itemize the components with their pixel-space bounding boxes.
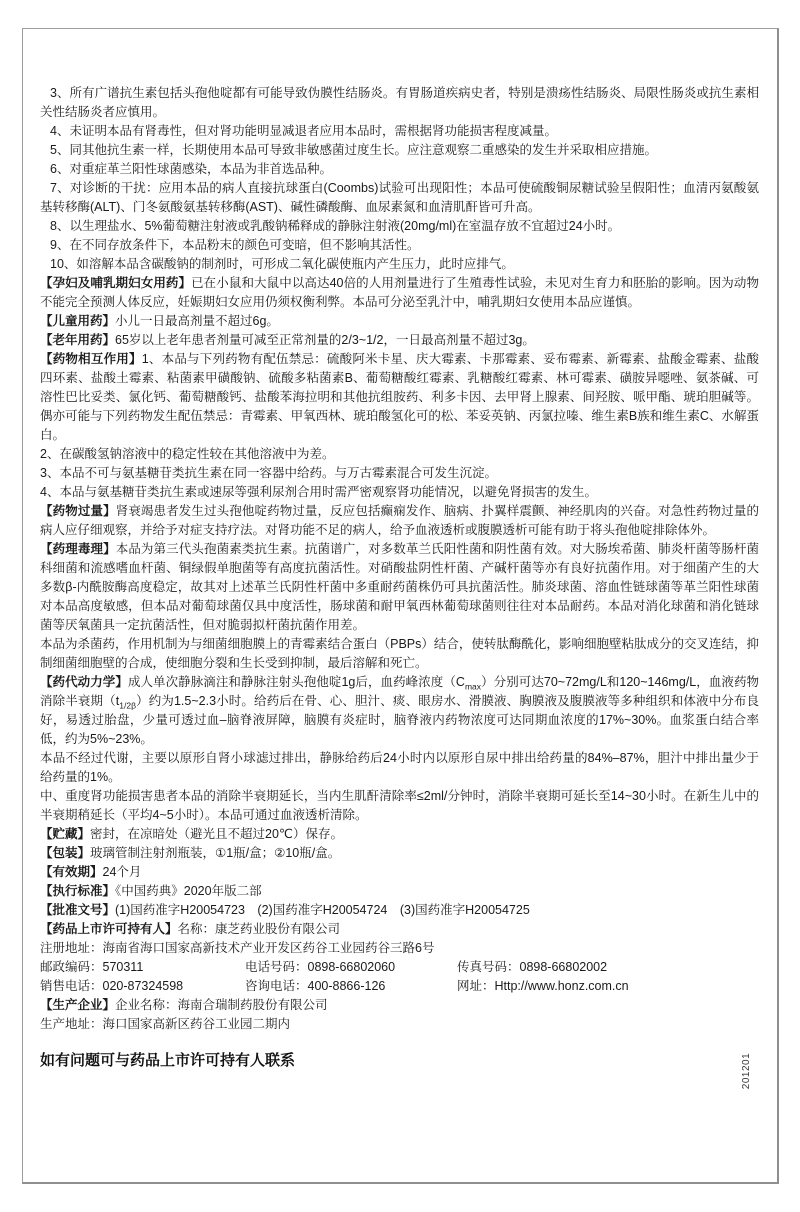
section-paragraph: 【包装】玻璃管制注射剂瓶装，①1瓶/盒；②10瓶/盒。 bbox=[40, 846, 341, 860]
section-header: 【执行标准】 bbox=[40, 884, 116, 898]
section-header: 【药理毒理】 bbox=[40, 542, 116, 556]
section-paragraph: 【儿童用药】小儿一日最高剂量不超过6g。 bbox=[40, 314, 279, 328]
section-paragraph: 【药物相互作用】1、本品与下列药物有配伍禁忌：硫酸阿米卡星、庆大霉素、卡那霉素、妥布霉素、新霉素、盐酸金霉素、盐酸四环素、盐酸土霉素、粘菌素甲磺酸钠、硫酸多粘菌素B、葡萄糖酸红霉素、乳糖酸红霉素、林可霉素、磺胺异噁唑、氨茶碱、可溶性巴比妥类、氯化钙、葡萄糖酸钙、盐酸苯海拉明和其他抗组胺药、利多卡因、去甲肾上腺素、间羟胺、哌甲酯、琥珀胆碱等。偶亦可能与下列药物发生配伍禁忌：青霉素、甲氧西林、琥珀酸氢化可的松、苯妥英钠、丙氯拉嗪、维生素B族和维生素C、水解蛋白。 bbox=[40, 352, 759, 442]
section-paragraph: 【孕妇及哺乳期妇女用药】已在小鼠和大鼠中以高达40倍的人用剂量进行了生殖毒性试验，未见对生育力和胚胎的影响。因为动物不能完全预测人体反应，妊娠期妇女应用仍须权衡利弊。本品可分泌至乳汁中，哺乳期妇女使用本品应谨慎。 bbox=[40, 276, 759, 309]
section-header: 【药品上市许可持有人】 bbox=[40, 922, 178, 936]
contact-item: 销售电话：020-87324598 bbox=[40, 979, 184, 993]
footer-note: 如有问题可与药品上市许可持有人联系 bbox=[40, 1052, 296, 1069]
contact-item: 传真号码：0898-66802002 bbox=[457, 960, 608, 974]
body-paragraph: 2、在碳酸氢钠溶液中的稳定性较在其他溶液中为差。 bbox=[40, 447, 335, 461]
body-paragraph: 5、同其他抗生素一样，长期使用本品可导致非敏感菌过度生长。应注意观察二重感染的发生并采取相应措施。 bbox=[50, 143, 657, 157]
section-header: 【贮藏】 bbox=[40, 827, 91, 841]
body-paragraph: 生产地址：海口国家高新区药谷工业园二期内 bbox=[40, 1017, 291, 1031]
section-paragraph: 【药理毒理】本品为第三代头孢菌素类抗生素。抗菌谱广，对多数革兰氏阳性菌和阴性菌有效。对大肠埃希菌、肺炎杆菌等肠杆菌科细菌和流感嗜血杆菌、铜绿假单胞菌等有高度抗菌活性。对硝酸盐阴性杆菌、产碱杆菌等亦有良好抗菌作用。对于细菌产生的大多数β-内酰胺酶高度稳定，故其对上述革兰氏阴性杆菌中多重耐药菌株仍可具抗菌活性。肺炎球菌、溶血性链球菌等革兰阳性球菌对本品高度敏感，但本品对葡萄球菌仅具中度活性，肠球菌和耐甲氧西林葡萄球菌则往往对本品耐药。本品对消化球菌和消化链球菌等厌氧菌具一定抗菌活性，但对脆弱拟杆菌抗菌作用差。 bbox=[40, 542, 759, 632]
body-paragraph: 中、重度肾功能损害患者本品的消除半衰期延长，当内生肌酐清除率≤2ml/分钟时，消除半衰期可延长至14~30小时。在新生儿中的半衰期稍延长（平均4~5小时）。本品可通过血液透析清除。 bbox=[40, 789, 759, 822]
contact-item: 电话号码：0898-66802060 bbox=[245, 960, 396, 974]
section-header: 【儿童用药】 bbox=[40, 314, 116, 328]
contact-item: 网址：Http://www.honz.com.cn bbox=[457, 979, 629, 993]
contact-item: 咨询电话：400-8866-126 bbox=[245, 979, 386, 993]
section-header: 【老年用药】 bbox=[40, 333, 116, 347]
contact-row bbox=[40, 958, 759, 977]
section-paragraph: 【批准文号】(1)国药准字H20054723 (2)国药准字H20054724 (3)国药准字H20054725 bbox=[40, 903, 530, 917]
body-paragraph: 10、如溶解本品含碳酸钠的制剂时，可形成二氧化碳使瓶内产生压力，此时应排气。 bbox=[50, 257, 514, 271]
section-header: 【包装】 bbox=[40, 846, 91, 860]
section-header: 【孕妇及哺乳期妇女用药】 bbox=[40, 276, 192, 290]
section-paragraph: 【贮藏】密封，在凉暗处（避光且不超过20℃）保存。 bbox=[40, 827, 343, 841]
body-paragraph: 4、未证明本品有肾毒性，但对肾功能明显减退者应用本品时，需根据肾功能损害程度减量。 bbox=[50, 124, 557, 138]
section-paragraph: 【执行标准】《中国药典》2020年版二部 bbox=[40, 884, 262, 898]
package-insert-page bbox=[22, 28, 779, 1184]
contact-row bbox=[40, 977, 759, 996]
body-paragraph: 注册地址：海南省海口国家高新技术产业开发区药谷工业园药谷三路6号 bbox=[40, 941, 435, 955]
body-paragraph: 4、本品与氨基糖苷类抗生素或速尿等强利尿剂合用时需严密观察肾功能情况，以避免肾损害的发生。 bbox=[40, 485, 597, 499]
body-paragraph: 7、对诊断的干扰：应用本品的病人直接抗球蛋白(Coombs)试验可出现阳性；本品可使硫酸铜尿糖试验呈假阳性；血清丙氨酸氨基转移酶(ALT)、门冬氨酸氨基转移酶(AST)、碱性磷酸酶、血尿素氮和血清肌酐皆可升高。 bbox=[40, 181, 759, 214]
section-header: 【批准文号】 bbox=[40, 903, 116, 917]
section-header: 【药代动力学】 bbox=[40, 675, 128, 689]
body-paragraph: 3、本品不可与氨基糖苷类抗生素在同一容器中给药。与万古霉素混合可发生沉淀。 bbox=[40, 466, 497, 480]
section-paragraph: 【药物过量】肾衰竭患者发生过头孢他啶药物过量，反应包括癫痫发作、脑病、扑翼样震颤、神经肌肉的兴奋。对急性药物过量的病人应仔细观察，并给予对症支持疗法。对肾功能不足的病人，给予血液透析或腹膜透析可能有助于将头孢他啶排除体外。 bbox=[40, 504, 759, 537]
section-header: 【药物过量】 bbox=[40, 504, 116, 518]
section-header: 【有效期】 bbox=[40, 865, 103, 879]
section-paragraph: 【药代动力学】成人单次静脉滴注和静脉注射头孢他啶1g后，血药峰浓度$(C_{max})$分别可达70~72mg/L和120~146mg/L，血液药物消除半衰期$(t_{1/2\beta})$约为1.5~2.3小时。给药后在骨、心、胆汁、痰、眼房水、滑膜液、胸膜液及腹膜液等多种组织和体液中分布良好，易透过胎盘，少量可透过血–脑脊液屏障，脑膜有炎症时，脑脊液内药物浓度可达同期血浓度的17%~30%。血浆蛋白结合率低，约为5%~23%。 bbox=[40, 675, 759, 746]
body-paragraph: 9、在不同存放条件下，本品粉末的颜色可变暗，但不影响其活性。 bbox=[50, 238, 420, 252]
batch-code: 201201 bbox=[741, 1052, 752, 1090]
body-paragraph: 8、以生理盐水、5%葡萄糖注射液或乳酸钠稀释成的静脉注射液(20mg/ml)在室温存放不宜超过24小时。 bbox=[50, 219, 621, 233]
section-header: 【生产企业】 bbox=[40, 998, 116, 1012]
section-header: 【药物相互作用】 bbox=[40, 352, 142, 366]
section-paragraph: 【有效期】24个月 bbox=[40, 865, 142, 879]
body-paragraph: 本品为杀菌药，作用机制为与细菌细胞膜上的青霉素结合蛋白（PBPs）结合，使转肽酶酰化，影响细胞壁粘肽成分的交叉连结，抑制细菌细胞壁的合成，使细胞分裂和生长受到抑制，最后溶解和死亡。 bbox=[40, 637, 759, 670]
section-paragraph: 【老年用药】65岁以上老年患者剂量可减至正常剂量的2/3~1/2，一日最高剂量不超过3g。 bbox=[40, 333, 535, 347]
body-paragraph: 3、所有广谱抗生素包括头孢他啶都有可能导致伪膜性结肠炎。有胃肠道疾病史者，特别是溃疡性结肠炎、局限性肠炎或抗生素相关性结肠炎者应慎用。 bbox=[40, 86, 759, 119]
document-body bbox=[40, 84, 759, 1070]
section-paragraph: 【生产企业】企业名称：海南合瑞制药股份有限公司 bbox=[40, 998, 328, 1012]
body-paragraph: 6、对重症革兰阳性球菌感染，本品为非首选品种。 bbox=[50, 162, 332, 176]
section-paragraph: 【药品上市许可持有人】名称：康芝药业股份有限公司 bbox=[40, 922, 341, 936]
contact-item: 邮政编码：570311 bbox=[40, 960, 144, 974]
body-paragraph: 本品不经过代谢，主要以原形自肾小球滤过排出，静脉给药后24小时内以原形自尿中排出给药量的84%–87%，胆汁中排出量少于给药量的1%。 bbox=[40, 751, 759, 784]
